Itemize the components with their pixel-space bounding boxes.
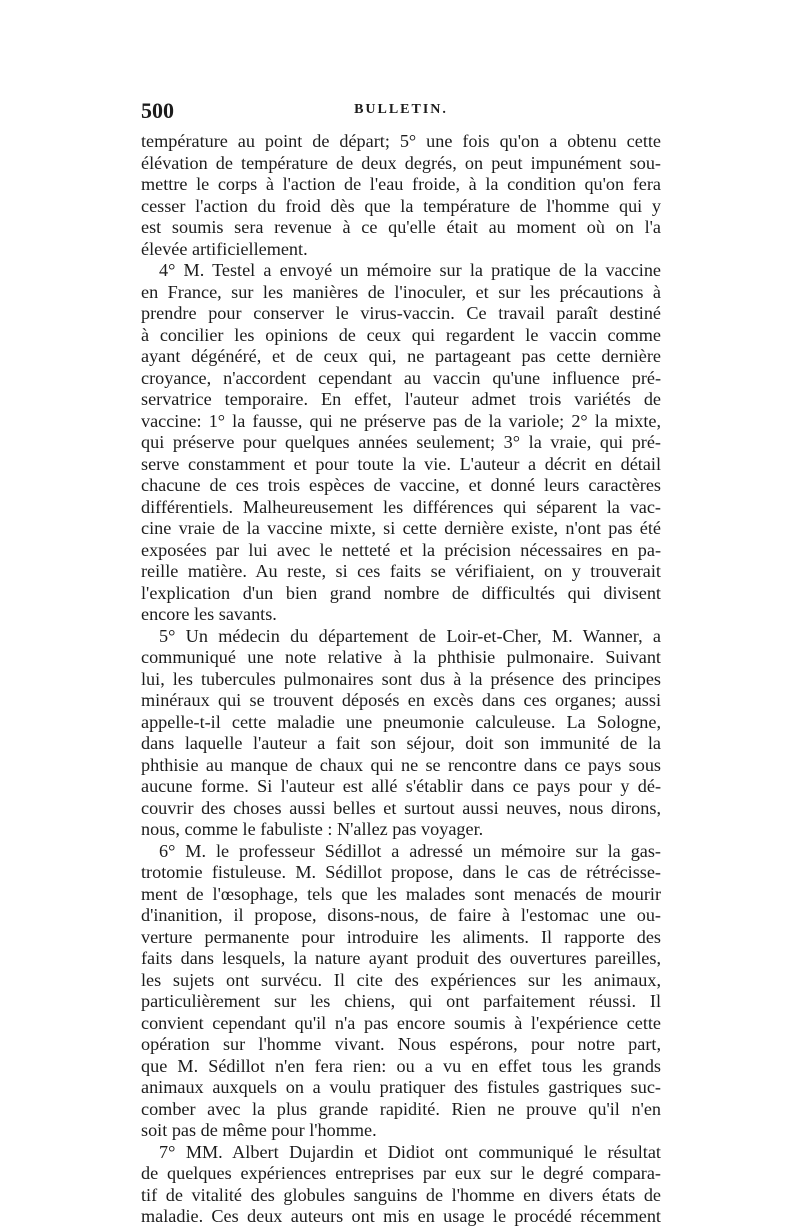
- text-line: trotomie fistuleuse. M. Sédillot propose, dans le cas de rétrécisse-: [141, 862, 661, 882]
- text-line: l'explication d'un bien grand nombre de difficultés qui divisent: [141, 582, 661, 603]
- text-line: maladie. Ces deux auteurs ont mis en usage le procédé récemment: [141, 1206, 661, 1226]
- page-number: 500: [141, 98, 174, 123]
- text-line: à concilier les opinions de ceux qui regardent le vaccin comme: [141, 324, 661, 345]
- text-line: élevée artificiellement.: [141, 238, 308, 259]
- text-line: élévation de température de deux degrés, on peut impunément sou-: [141, 152, 661, 173]
- page-header: [141, 98, 661, 124]
- text-line: servatrice temporaire. En effet, l'auteur admet trois variétés de: [141, 389, 661, 409]
- text-line: 4° M. Testel a envoyé un mémoire sur la pratique de la vaccine: [159, 260, 661, 280]
- text-line: communiqué une note relative à la phthisie pulmonaire. Suivant: [141, 647, 661, 667]
- text-line: qui préserve pour quelques années seulement; 3° la vraie, qui pré-: [141, 432, 661, 452]
- text-line: faits dans lesquels, la nature ayant produit des ouvertures pareilles,: [141, 948, 661, 968]
- text-line: ment de l'œsophage, tels que les malades sont menacés de mourir: [141, 883, 661, 904]
- text-line: d'inanition, il propose, disons-nous, de faire à l'estomac une ou-: [141, 905, 661, 925]
- text-line: les sujets ont survécu. Il cite des expériences sur les animaux,: [141, 969, 661, 990]
- text-line: convient cependant qu'il n'a pas encore soumis à l'expérience cette: [141, 1012, 661, 1033]
- text-line: en France, sur les manières de l'inoculer, et sur les précautions à: [141, 281, 661, 302]
- text-line: opération sur l'homme vivant. Nous espérons, pour notre part,: [141, 1034, 661, 1054]
- text-line: cesser l'action du froid dès que la température de l'homme qui y: [141, 195, 661, 216]
- text-line: différentiels. Malheureusement les différences qui séparent la vac-: [141, 496, 661, 517]
- text-line: tif de vitalité des globules sanguins de l'homme en divers états de: [141, 1184, 661, 1205]
- running-head: BULLETIN.: [354, 102, 448, 117]
- text-line: comber avec la plus grande rapidité. Rien ne prouve qu'il n'en: [141, 1098, 661, 1119]
- text-line: animaux auxquels on a voulu pratiquer des fistules gastriques suc-: [141, 1077, 661, 1097]
- text-line: température au point de départ; 5° une fois qu'on a obtenu cette: [141, 131, 661, 151]
- paragraph: [141, 841, 661, 1142]
- text-line: phthisie au manque de chaux qui ne se rencontre dans ce pays sous: [141, 754, 661, 775]
- text-line: verture permanente pour introduire les aliments. Il rapporte des: [141, 926, 661, 947]
- text-line: soit pas de même pour l'homme.: [141, 1120, 377, 1140]
- text-line: minéraux qui se trouvent déposés en excès dans ces organes; aussi: [141, 690, 661, 710]
- text-line: dans laquelle l'auteur a fait son séjour, doit son immunité de la: [141, 733, 661, 753]
- text-line: est soumis sera revenue à ce qu'elle était au moment où on l'a: [141, 217, 661, 237]
- text-line: vaccine: 1° la fausse, qui ne préserve pas de la variole; 2° la mixte,: [141, 410, 661, 431]
- paragraph: [141, 131, 661, 260]
- paragraph: [141, 260, 661, 626]
- paragraph: [141, 626, 661, 841]
- text-line: mettre le corps à l'action de l'eau froide, à la condition qu'on fera: [141, 174, 661, 194]
- text-line: particulièrement sur les chiens, qui ont parfaitement réussi. Il: [141, 991, 661, 1011]
- text-line: ayant dégénéré, et de ceux qui, ne partageant pas cette dernière: [141, 346, 661, 366]
- text-line: couvrir des choses aussi belles et surtout aussi neuves, nous dirons,: [141, 797, 661, 818]
- text-line: de quelques expériences entreprises par eux sur le degré compara-: [141, 1163, 661, 1183]
- text-line: croyance, n'accordent cependant au vaccin qu'une influence pré-: [141, 367, 661, 388]
- text-line: chacune de ces trois espèces de vaccine, et donné leurs caractères: [141, 475, 661, 495]
- text-line: cine vraie de la vaccine mixte, si cette dernière existe, n'ont pas été: [141, 518, 661, 538]
- text-line: prendre pour conserver le virus-vaccin. Ce travail paraît destiné: [141, 303, 661, 323]
- text-line: reille matière. Au reste, si ces faits se vérifiaient, on y trouverait: [141, 561, 661, 581]
- text-line: encore les savants.: [141, 604, 277, 624]
- text-line: que M. Sédillot n'en fera rien: ou a vu en effet tous les grands: [141, 1055, 661, 1076]
- text-line: 5° Un médecin du département de Loir-et-Cher, M. Wanner, a: [159, 625, 661, 646]
- body-text: [141, 131, 661, 1228]
- text-line: 6° M. le professeur Sédillot a adressé un mémoire sur la gas-: [159, 840, 661, 861]
- text-line: exposées par lui avec le netteté et la précision nécessaires en pa-: [141, 539, 661, 560]
- text-line: 7° MM. Albert Dujardin et Didiot ont communiqué le résultat: [159, 1141, 661, 1162]
- text-line: appelle-t-il cette maladie une pneumonie calculeuse. La Sologne,: [141, 711, 661, 732]
- text-line: nous, comme le fabuliste : N'allez pas voyager.: [141, 819, 484, 839]
- text-line: serve constamment et pour toute la vie. L'auteur a décrit en détail: [141, 453, 661, 474]
- text-line: aucune forme. Si l'auteur est allé s'établir dans ce pays pour y dé-: [141, 776, 661, 796]
- text-line: lui, les tubercules pulmonaires sont dus à la présence des principes: [141, 668, 661, 689]
